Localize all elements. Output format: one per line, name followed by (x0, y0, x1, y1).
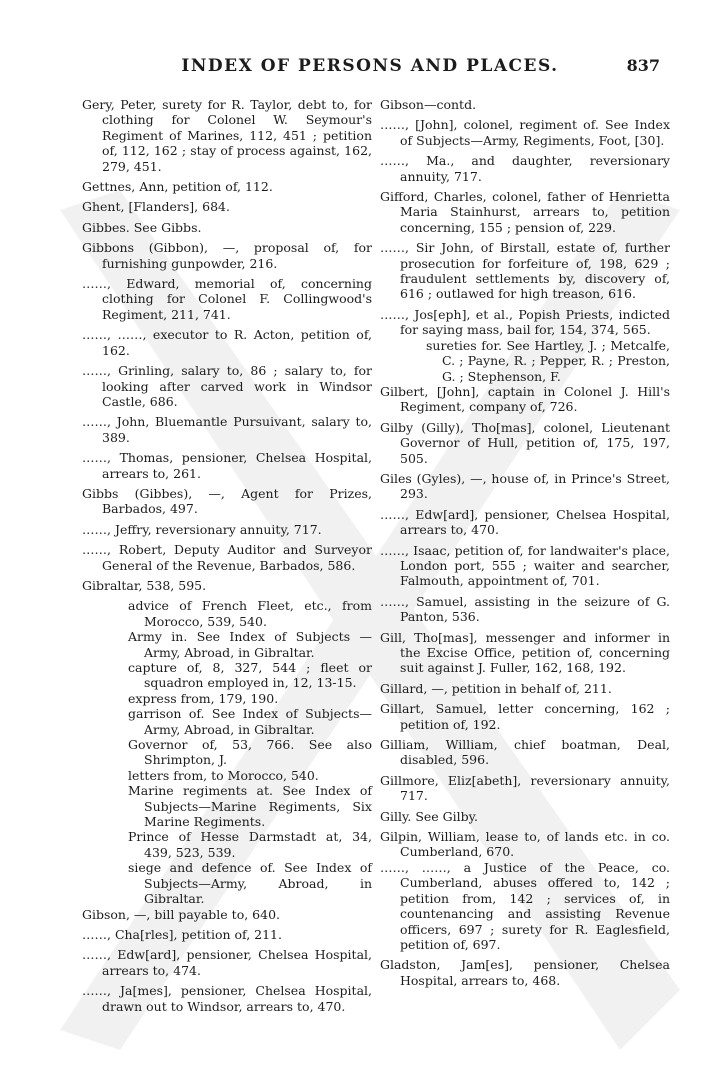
index-entry: express from, 179, 190. (128, 690, 279, 706)
index-entry: ……, Sir John, of Birstall, estate of, further prosecution for forfeiture of, 198, 629 ; fraudulent settlements by, discovery of, 616 ; outlawed for high treason, 616. (380, 240, 670, 302)
index-entry: Gilliam, William, chief boatman, Deal, disabled, 596. (380, 737, 670, 768)
index-entry: ……, Jeffry, reversionary annuity, 717. (82, 521, 322, 537)
index-entry: Gibson, —, bill payable to, 640. (82, 906, 281, 922)
index-entry: advice of French Fleet, etc., from Morocco, 539, 540. (128, 598, 372, 629)
index-entry: ……, Edward, memorial of, concerning clothing for Colonel F. Collingwood's Regiment, 211, 741. (82, 276, 372, 322)
index-entry: garrison of. See Index of Subjects—Army, Abroad, in Gibraltar. (128, 706, 372, 737)
index-entry: Gilby (Gilly), Tho[mas], colonel, Lieutenant Governor of Hull, petition of, 175, 197, 505. (380, 419, 670, 466)
index-entry: ……, Samuel, assisting in the seizure of G. Panton, 536. (380, 593, 670, 625)
index-entry: ……, ……, a Justice of the Peace, co. Cumberland, abuses offered to, 142 ; petition from, 142 ; services of, in countenancing and assisting Revenue officers, 697 ; surety for R. Eaglesfield, petition of, 697. (380, 859, 670, 952)
right-index-column (380, 97, 670, 993)
index-entry: ……, Grinling, salary to, 86 ; salary to, for looking after carved work in Windsor Castle, 686. (82, 363, 372, 409)
index-entry: ……, Cha[rles], petition of, 211. (82, 926, 282, 942)
index-entry: Gladston, Jam[es], pensioner, Chelsea Hospital, arrears to, 468. (380, 957, 670, 988)
index-entry: Giles (Gyles), —, house of, in Prince's Street, 293. (380, 470, 670, 502)
index-entry: Gibraltar, 538, 595. (82, 577, 207, 593)
index-entry: Governor of, 53, 766. See also Shrimpton, J. (128, 737, 372, 768)
index-entry: Gillart, Samuel, letter concerning, 162 ; petition of, 192. (380, 701, 670, 732)
index-entry: Gilbert, [John], captain in Colonel J. Hill's Regiment, company of, 726. (380, 383, 670, 415)
index-entry: ……, Jos[eph], et al., Popish Priests, indicted for saying mass, bail for, 154, 374, 565. (380, 306, 670, 338)
index-entry: Ghent, [Flanders], 684. (82, 199, 230, 215)
index-entry: ……, Ja[mes], pensioner, Chelsea Hospital, drawn out to Windsor, arrears to, 470. (82, 983, 372, 1014)
index-entry: ……, John, Bluemantle Pursuivant, salary to, 389. (82, 414, 372, 445)
index-entry: ……, [John], colonel, regiment of. See Index of Subjects—Army, Regiments, Foot, [30]. (380, 117, 670, 148)
index-entry: Gillard, —, petition in behalf of, 211. (380, 680, 612, 696)
index-entry: ……, ……, executor to R. Acton, petition of, 162. (82, 327, 372, 358)
index-entry: Prince of Hesse Darmstadt at, 34, 439, 523, 539. (128, 829, 372, 860)
index-entry: Gettnes, Ann, petition of, 112. (82, 179, 273, 195)
index-entry: ……, Thomas, pensioner, Chelsea Hospital, arrears to, 261. (82, 450, 372, 481)
page-number: 837 (626, 56, 660, 75)
index-entry: Gibson—contd. (380, 97, 477, 112)
running-title: INDEX OF PERSONS AND PLACES. (181, 56, 559, 76)
index-entry: Gillmore, Eliz[abeth], reversionary annuity, 717. (380, 772, 670, 804)
index-entry: Gibbs (Gibbes), —, Agent for Prizes, Barbados, 497. (82, 485, 372, 517)
index-entry: Gery, Peter, surety for R. Taylor, debt to, for clothing for Colonel W. Seymour's Regiment of Marines, 112, 451 ; petition of, 112, 162 ; stay of process against, 162, 279, 451. (82, 97, 372, 174)
index-entry: Gill, Tho[mas], messenger and informer in the Excise Office, petition of, concerning suit against J. Fuller, 162, 168, 192. (380, 629, 670, 676)
index-entry: Gibbons (Gibbon), —, proposal of, for furnishing gunpowder, 216. (82, 240, 372, 271)
index-entry: Marine regiments at. See Index of Subjects—Marine Regiments, Six Marine Regiments. (128, 783, 372, 830)
index-entry: Gifford, Charles, colonel, father of Henrietta Maria Stainhurst, arrears to, petition concerning, 155 ; pension of, 229. (380, 189, 670, 235)
index-entry: ……, Isaac, petition of, for landwaiter's place, London port, 555 ; waiter and searcher, Falmouth, appointment of, 701. (380, 542, 670, 589)
index-entry: Army in. See Index of Subjects —Army, Abroad, in Gibraltar. (128, 629, 372, 660)
index-entry: Gilly. See Gilby. (380, 808, 479, 824)
page-header (120, 56, 660, 84)
index-entry: ……, Ma., and daughter, reversionary annuity, 717. (380, 153, 670, 184)
index-entry: sureties for. See Hartley, J. ; Metcalfe, C. ; Payne, R. ; Pepper, R. ; Preston, G. ; Stephenson, F. (426, 337, 670, 384)
index-entry: ……, Edw[ard], pensioner, Chelsea Hospital, arrears to, 474. (82, 947, 372, 978)
index-entry: ……, Robert, Deputy Auditor and Surveyor General of the Revenue, Barbados, 586. (82, 542, 372, 573)
index-entry: ……, Edw[ard], pensioner, Chelsea Hospital, arrears to, 470. (380, 506, 670, 538)
index-entry: capture of, 8, 327, 544 ; fleet or squadron employed in, 12, 13-15. (128, 660, 372, 691)
index-entry: Gibbes. See Gibbs. (82, 219, 202, 235)
index-entry: Gilpin, William, lease to, of lands etc. in co. Cumberland, 670. (380, 829, 670, 860)
left-index-column (82, 97, 372, 1019)
index-entry: siege and defence of. See Index of Subjects—Army, Abroad, in Gibraltar. (128, 860, 372, 907)
index-entry: letters from, to Morocco, 540. (128, 767, 319, 783)
